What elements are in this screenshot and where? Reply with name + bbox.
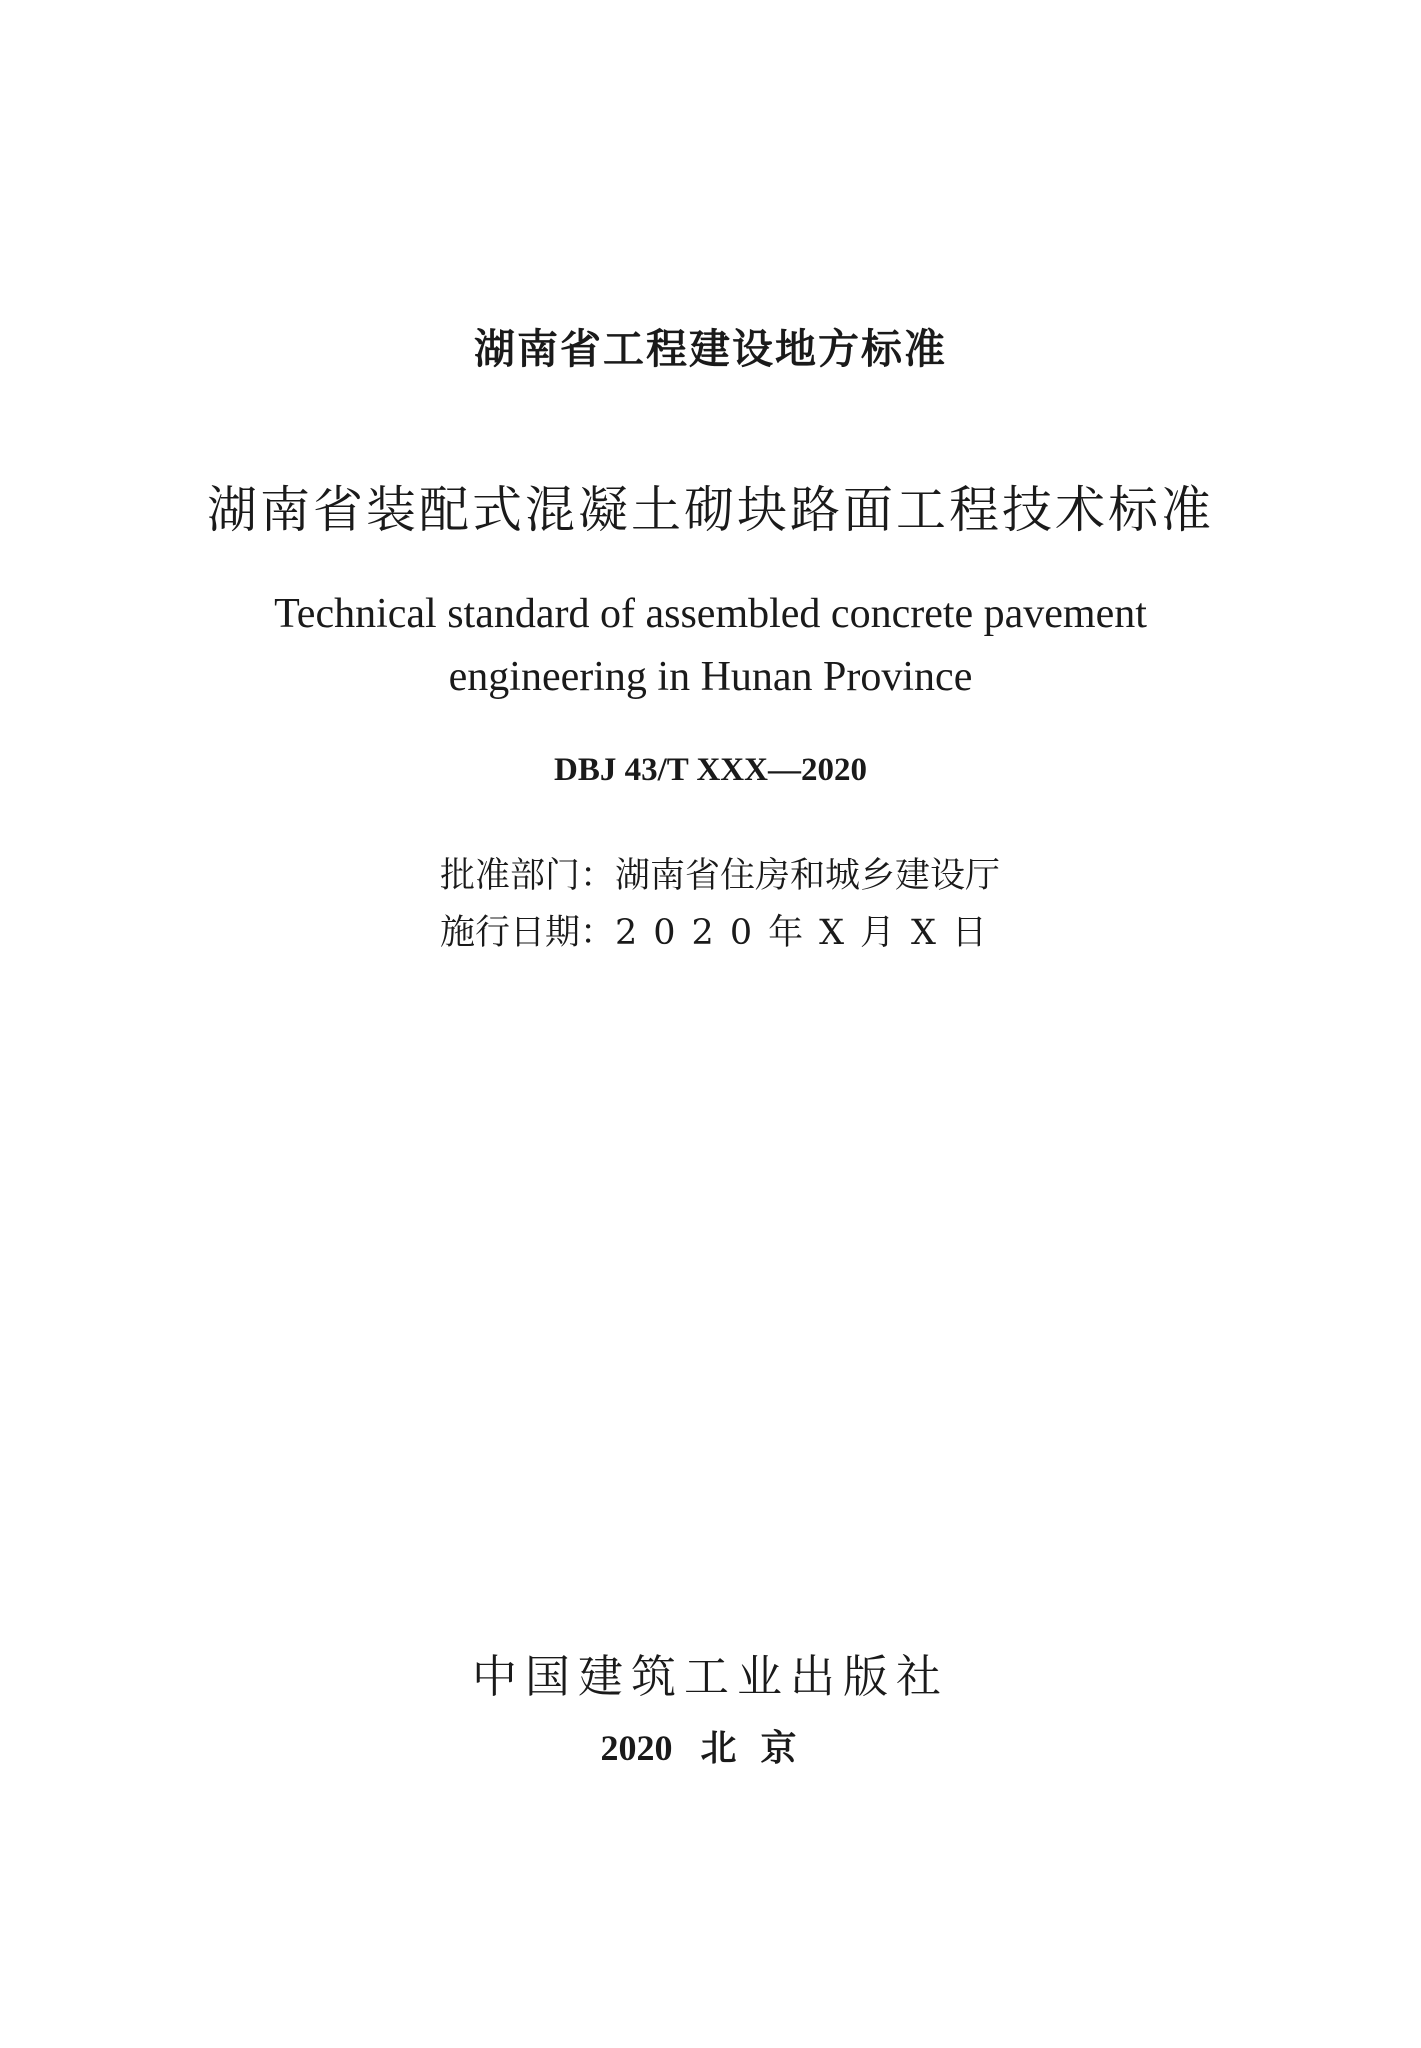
imprint-city: 北京 xyxy=(700,1728,821,1769)
imprint xyxy=(0,1720,1421,1771)
standard-number: DBJ 43/T XXX—2020 xyxy=(554,752,867,788)
approval-label: 批准部门： xyxy=(440,856,616,896)
standard-title-en-line-2: engineering in Hunan Province xyxy=(448,654,973,700)
imprint-year: 2020 xyxy=(600,1728,673,1768)
standard-title-en-line-1: Technical standard of assembled concrete pavement xyxy=(274,591,1147,637)
series-title: 湖南省工程建设地方标准 xyxy=(474,325,947,373)
effective-date xyxy=(440,905,1003,955)
effective-value: 2020年X月X日 xyxy=(615,913,1003,953)
effective-label: 施行日期： xyxy=(440,913,616,953)
approval-authority xyxy=(440,848,1000,898)
standard-title-en xyxy=(0,583,1421,709)
approval-value: 湖南省住房和城乡建设厅 xyxy=(615,856,1001,896)
publisher-name: 中国建筑工业出版社 xyxy=(471,1650,949,1703)
standard-title-cn: 湖南省装配式混凝土砌块路面工程技术标准 xyxy=(207,481,1214,539)
